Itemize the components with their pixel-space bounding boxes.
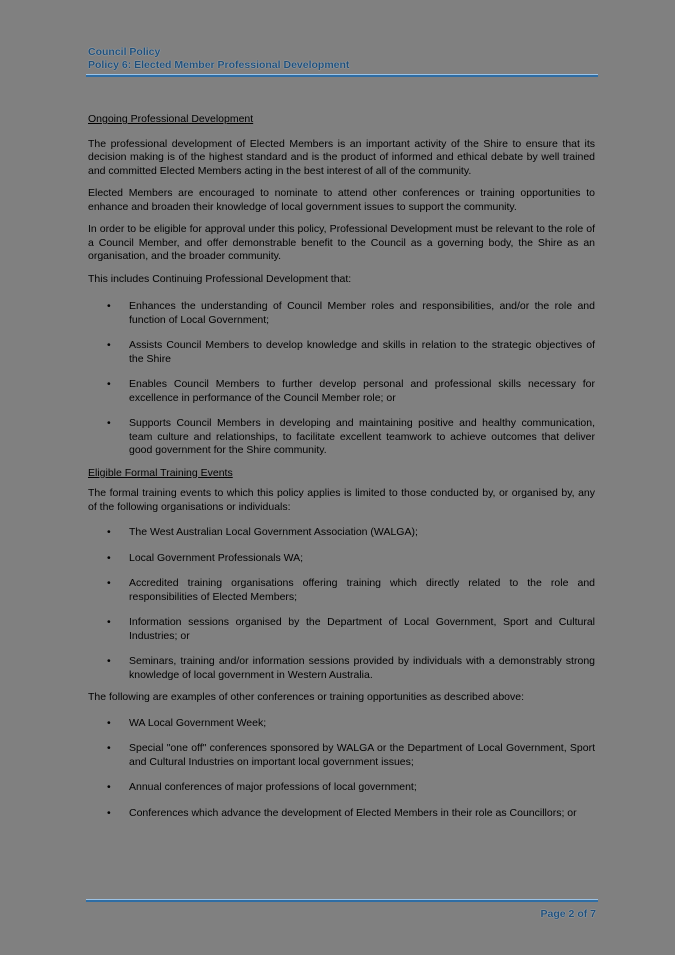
- bullet-icon: •: [107, 378, 111, 390]
- examples-list: [88, 717, 595, 821]
- list-item: • Information sessions organised by the Department of Local Government, Sport and Cultural Industries; or: [107, 616, 595, 642]
- paragraph: The following are examples of other conferences or training opportunities as described above:: [88, 691, 525, 703]
- list-item: • Conferences which advance the development of Elected Members in their role as Councillors; or: [107, 806, 577, 819]
- bullet-icon: •: [107, 742, 111, 754]
- section-heading-ongoing: Ongoing Professional Development: [88, 113, 254, 125]
- list-item: • Annual conferences of major professions of local government;: [107, 781, 417, 793]
- bullet-icon: •: [107, 551, 111, 564]
- section-heading-eligible: Eligible Formal Training Events: [88, 466, 233, 479]
- bullet-icon: •: [107, 577, 111, 589]
- paragraph: The professional development of Elected Members is an important activity of the Shire to ensure that its decision making is of the highest standard and is the product of informed and ethical debate by well trained and committed Elected Members acting in the best interest of all of the community.: [88, 137, 595, 177]
- paragraph: Elected Members are encouraged to nominate to attend other conferences or training opportunities to enhance and broaden their knowledge of local government issues to support the community.: [88, 187, 595, 213]
- list-item: • The West Australian Local Government Association (WALGA);: [107, 526, 418, 538]
- cpd-bullet-list: [88, 300, 595, 458]
- paragraph: The formal training events to which this policy applies is limited to those conducted by, or organised by, any of the following organisations or individuals:: [88, 487, 595, 513]
- list-item: • Enhances the understanding of Council Member roles and responsibilities, and/or the role and function of Local Government;: [107, 300, 595, 326]
- list-item: • Supports Council Members in developing and maintaining positive and healthy communication, team culture and relationships, to facilitate excellent teamwork to achieve outcomes that deliver good government for the Shire community.: [107, 417, 595, 456]
- list-item: • Accredited training organisations offering training which directly related to the role and responsibilities of Elected Members;: [107, 577, 595, 603]
- bullet-icon: •: [107, 526, 111, 538]
- footer-rule: [86, 899, 598, 902]
- page-number: Page 2 of 7: [540, 908, 596, 920]
- page-header: [88, 46, 598, 72]
- bullet-icon: •: [107, 806, 111, 819]
- list-item: • WA Local Government Week;: [107, 716, 267, 729]
- bullet-icon: •: [107, 300, 111, 312]
- eligible-organisations-list: [88, 526, 595, 682]
- header-document-type: Council Policy: [88, 46, 161, 58]
- paragraph: In order to be eligible for approval under this policy, Professional Development must be relevant to the role of a Council Member, and offer demonstrable benefit to the Council as a governing body, the Shire as an organisation, and the broader community.: [88, 223, 595, 262]
- bullet-icon: •: [107, 781, 111, 793]
- document-body: [88, 113, 595, 832]
- list-item: • Seminars, training and/or information sessions provided by individuals with a demonstrably strong knowledge of local government in Western Australia.: [107, 655, 595, 681]
- bullet-icon: •: [107, 716, 111, 729]
- bullet-icon: •: [107, 417, 111, 429]
- bullet-icon: •: [107, 339, 111, 351]
- header-rule: [86, 74, 598, 77]
- page-footer: [86, 899, 598, 920]
- bullet-icon: •: [107, 616, 111, 628]
- list-item: • Assists Council Members to develop knowledge and skills in relation to the strategic objectives of the Shire: [107, 339, 595, 365]
- bullet-icon: •: [107, 655, 111, 667]
- list-item: • Special "one off" conferences sponsored by WALGA or the Department of Local Government, Sport and Cultural Industries on important local government issues;: [107, 742, 595, 768]
- paragraph: This includes Continuing Professional Development that:: [88, 272, 352, 285]
- list-item: • Local Government Professionals WA;: [107, 551, 304, 564]
- header-policy-title: Policy 6: Elected Member Professional Development: [88, 59, 350, 71]
- list-item: • Enables Council Members to further develop personal and professional skills necessary for excellence in performance of the Council Member role; or: [107, 378, 595, 404]
